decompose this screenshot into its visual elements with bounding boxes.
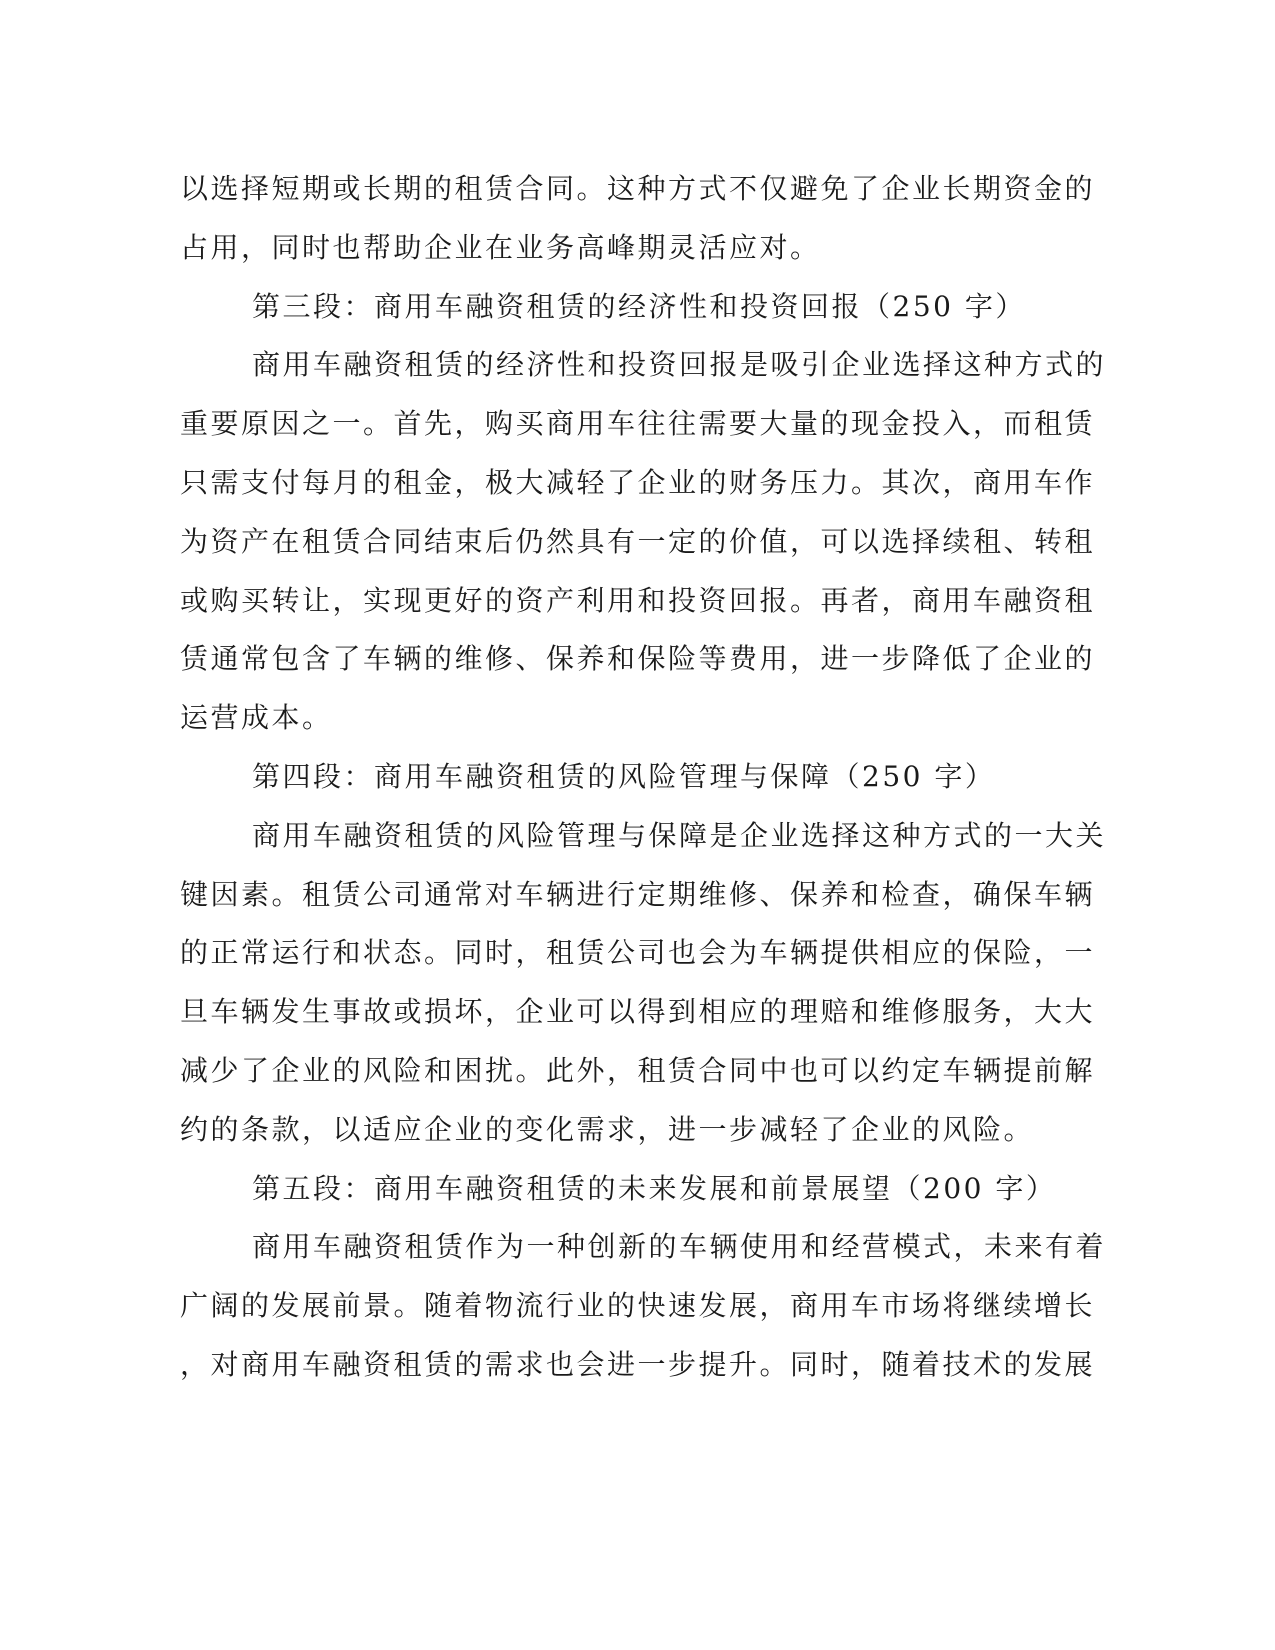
text-line: 占用，同时也帮助企业在业务高峰期灵活应对。 xyxy=(180,230,821,264)
text-line: 只需支付每月的租金，极大减轻了企业的财务压力。其次，商用车作 xyxy=(180,465,1096,499)
text-line: 减少了企业的风险和困扰。此外，租赁合同中也可以约定车辆提前解 xyxy=(180,1053,1096,1087)
paragraph-start-line: 第四段：商用车融资租赁的风险管理与保障（250 字） xyxy=(252,759,996,793)
text-line: 广阔的发展前景。随着物流行业的快速发展，商用车市场将继续增长 xyxy=(180,1289,1096,1323)
text-line: 或购买转让，实现更好的资产利用和投资回报。再者，商用车融资租 xyxy=(180,583,1096,617)
text-line: 重要原因之一。首先，购买商用车往往需要大量的现金投入，而租赁 xyxy=(180,407,1096,441)
text-line: ，对商用车融资租赁的需求也会进一步提升。同时，随着技术的发展 xyxy=(180,1347,1096,1381)
paragraph-start-line: 商用车融资租赁作为一种创新的车辆使用和经营模式，未来有着 xyxy=(252,1230,1107,1264)
text-line: 键因素。租赁公司通常对车辆进行定期维修、保养和检查，确保车辆 xyxy=(180,877,1096,911)
text-line: 约的条款，以适应企业的变化需求，进一步减轻了企业的风险。 xyxy=(180,1112,1035,1146)
paragraph-start-line: 第五段：商用车融资租赁的未来发展和前景展望（200 字） xyxy=(252,1171,1057,1205)
text-line: 赁通常包含了车辆的维修、保养和保险等费用，进一步降低了企业的 xyxy=(180,642,1096,676)
text-line: 旦车辆发生事故或损坏，企业可以得到相应的理赔和维修服务，大大 xyxy=(180,995,1096,1029)
text-line: 的正常运行和状态。同时，租赁公司也会为车辆提供相应的保险，一 xyxy=(180,936,1096,970)
paragraph-start-line: 商用车融资租赁的经济性和投资回报是吸引企业选择这种方式的 xyxy=(252,348,1107,382)
text-line: 为资产在租赁合同结束后仍然具有一定的价值，可以选择续租、转租 xyxy=(180,524,1096,558)
text-line: 运营成本。 xyxy=(180,701,333,735)
paragraph-start-line: 商用车融资租赁的风险管理与保障是企业选择这种方式的一大关 xyxy=(252,818,1107,852)
paragraph-start-line: 第三段：商用车融资租赁的经济性和投资回报（250 字） xyxy=(252,289,1026,323)
text-line: 以选择短期或长期的租赁合同。这种方式不仅避免了企业长期资金的 xyxy=(180,172,1096,205)
document-body xyxy=(180,160,1107,1395)
